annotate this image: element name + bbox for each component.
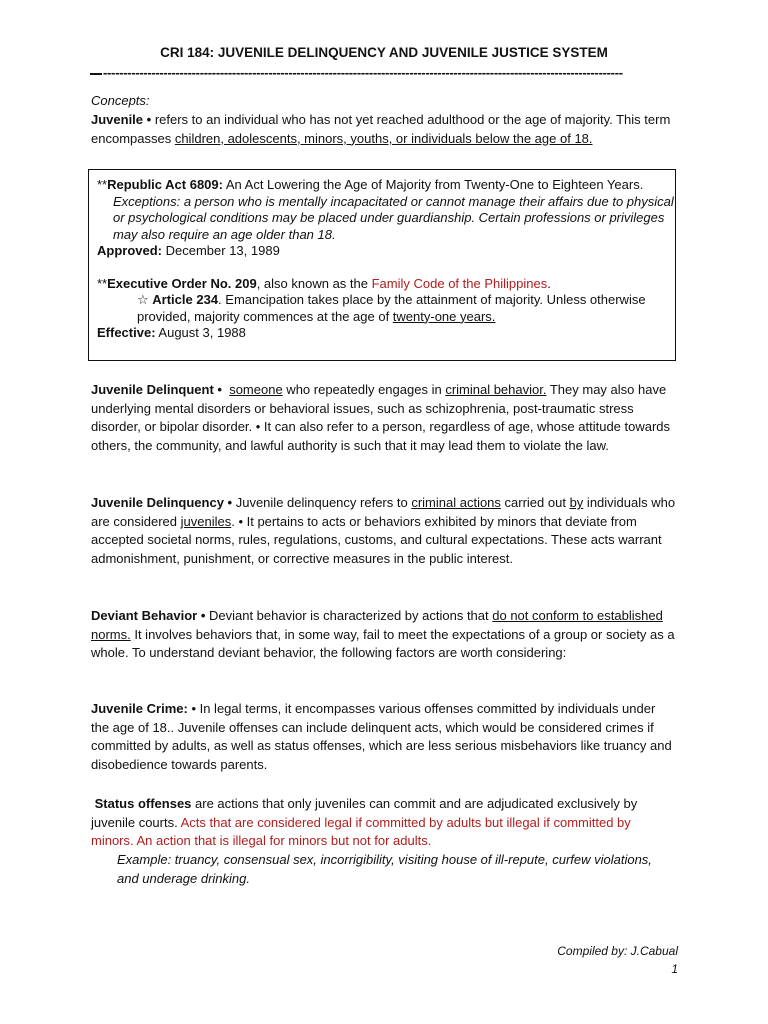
delinquent-t2: They may also have underlying mental disorders or behavioral issues, such as schizophrenia, post-traumatic stress disorder, or bipolar disorder. • It can also refer to a person, regardless of age, whose attitude towards others, the community, and lawful authority is such that it may lead them to violate the law. [91, 382, 671, 454]
compiled-by: Compiled by: J.Cabual [557, 944, 678, 958]
page-number: 1 [671, 962, 678, 976]
eo-text: , also known as the [256, 275, 372, 291]
status-example: Example: truancy, consensual sex, incorrigibility, visiting house of ill-repute, curfew violations, and underage drinking. [117, 852, 652, 886]
eo-period: . [547, 275, 551, 291]
ra-text: An Act Lowering the Age of Majority from Twenty-One to Eighteen Years. [222, 177, 644, 192]
delinquent-u1: someone [229, 382, 283, 397]
juvenile-delinquent-paragraph [91, 381, 676, 456]
ra-title: Republic Act 6809: [107, 177, 223, 192]
deviant-term: Deviant Behavior • [91, 608, 206, 623]
delinquency-t1: Juvenile delinquency refers to [232, 495, 412, 510]
approved-label: Approved: [97, 243, 162, 258]
divider-lead [90, 73, 102, 75]
juvenile-text: refers to an individual who has not yet reached adulthood or the age of majority. This term encompasses [91, 112, 671, 146]
eo-209-line [97, 276, 675, 293]
juvenile-crime-paragraph [91, 700, 676, 775]
delinquency-t2: carried out [500, 495, 570, 510]
effective-value: August 3, 1988 [155, 325, 246, 340]
family-code-name: Family Code of the Philippines [371, 275, 548, 291]
crime-t1: • In legal terms, it encompasses various offenses committed by individuals under the age of 18.. Juvenile offenses can include delinquent acts, which would be considered crimes if committed by adults, as well as status offenses, which are less serious misbehaviors like truancy and disobedience towards parents. [91, 701, 672, 773]
juvenile-term: Juvenile • [91, 112, 152, 127]
concepts-label: Concepts: [91, 93, 150, 108]
deviant-u1: do not conform to established norms. [91, 608, 663, 642]
delinquency-t4: . • It pertains to acts or behaviors exhibited by minors that deviate from accepted societal norms, rules, regulations, customs, and cultural expectations. These acts warrant admonishment, punishment, or corrective measures in the public interest. [91, 513, 662, 567]
approved-line [97, 243, 675, 260]
approved-value: December 13, 1989 [162, 243, 280, 258]
status-red: Acts that are considered legal if committed by adults but illegal if committed by minors. An action that is illegal for minors but not for adults. [91, 814, 631, 849]
status-t1: are actions that only juveniles can commit and are adjudicated exclusively by juvenile courts. [91, 796, 638, 830]
page-footer [557, 942, 678, 978]
divider-dashes: --------------------------------------------------------------------------------------------------------------------------------- [103, 65, 623, 80]
article-234-line [97, 292, 675, 325]
box-spacer [97, 260, 675, 276]
article-title: Article 234 [152, 292, 219, 307]
article-underlined: twenty-one years. [392, 308, 496, 324]
status-offenses-paragraph [91, 795, 676, 889]
delinquency-u3: juveniles [180, 513, 232, 529]
ra-6809-line [97, 177, 675, 194]
document-title: CRI 184: JUVENILE DELINQUENCY AND JUVENILE JUSTICE SYSTEM [160, 45, 608, 60]
juvenile-delinquency-paragraph [91, 494, 676, 569]
delinquent-u2: criminal behavior. [445, 382, 547, 397]
article-text: . Emancipation takes place by the attainment of majority. Unless otherwise provided, majority commences at the age of [137, 292, 646, 324]
eo-prefix: ** [97, 275, 108, 291]
juvenile-definition [91, 111, 676, 148]
header-divider [90, 65, 674, 81]
crime-term: Juvenile Crime: [91, 701, 188, 716]
ra-prefix: ** [97, 177, 108, 192]
delinquency-u2: by [569, 495, 584, 510]
eo-title: Executive Order No. 209 [107, 275, 257, 291]
status-term: Status offenses [91, 796, 192, 811]
effective-line [97, 325, 675, 342]
delinquency-term: Juvenile Delinquency • [91, 495, 233, 510]
ra-exceptions: Exceptions: a person who is mentally incapacitated or cannot manage their affairs due to physical or psychological conditions may be placed under guardianship. Certain professions or privileges may also require an age older than 18. [113, 193, 674, 242]
delinquency-t3: individuals who are considered [91, 495, 676, 529]
legal-reference-box [88, 169, 676, 361]
delinquency-u1: criminal actions [411, 495, 501, 510]
juvenile-underlined: children, adolescents, minors, youths, or individuals below the age of 18. [174, 130, 593, 146]
delinquent-t1: who repeatedly engages in [282, 382, 446, 397]
delinquent-term: Juvenile Delinquent • [91, 382, 222, 397]
deviant-t2: It involves behaviors that, in some way, fail to meet the expectations of a group or society as a whole. To understand deviant behavior, the following factors are worth considering: [91, 626, 675, 661]
deviant-t1: Deviant behavior is characterized by actions that [205, 608, 493, 623]
deviant-behavior-paragraph [91, 607, 676, 663]
star-icon: ☆ [137, 292, 153, 307]
effective-label: Effective: [97, 325, 156, 340]
